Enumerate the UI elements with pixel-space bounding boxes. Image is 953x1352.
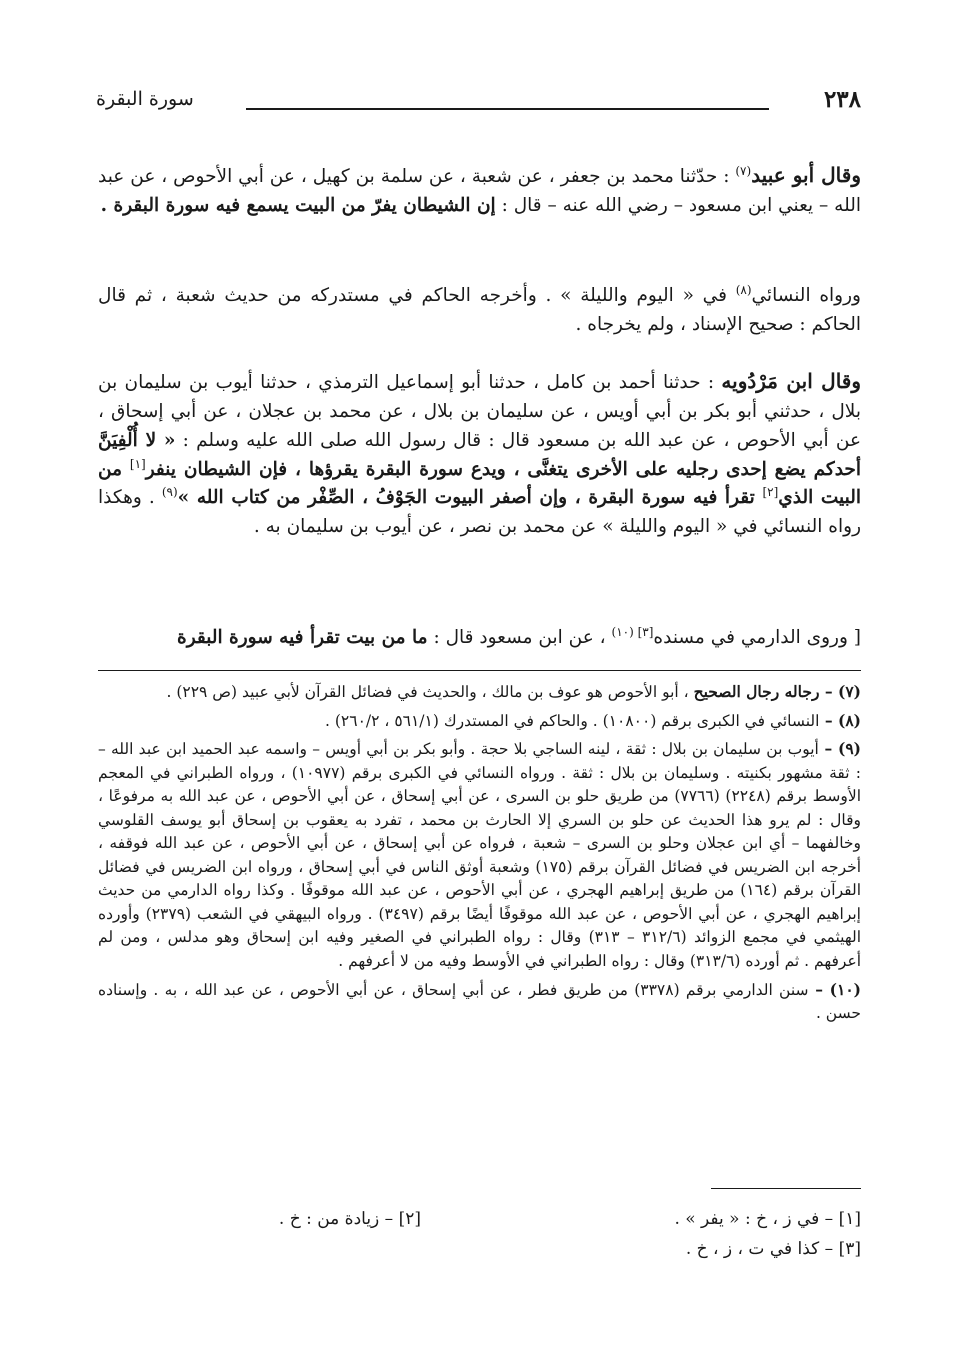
footnote-ref[interactable]: (٩) <box>161 485 178 500</box>
variant-note-1: [١] – في ز ، خ : « يفر » . <box>674 1209 861 1229</box>
footnote-10 <box>98 978 861 1026</box>
header-rule <box>246 108 769 110</box>
footnote-bold: رجاله رجال الصحيح <box>693 682 820 701</box>
hadith-quote: تقرأ فيه سورة البقرة ، وإن أصفر البيوت الجَوْفُ ، الصِّفْر من كتاب الله » <box>177 487 763 509</box>
variant-note-2: [٢] – زيادة من : خ . <box>278 1209 421 1229</box>
text: ورواه النسائي <box>751 285 861 306</box>
footnote-divider <box>98 670 861 671</box>
footnote-9 <box>98 737 861 973</box>
running-title: سورة البقرة <box>96 88 194 110</box>
text: : حدثنا أحمد بن كامل ، حدثنا أبو إسماعيل الترمذي ، حدثنا أيوب بن سليمان بن بلال ، حدثني أبو بكر بن أبي أويس ، عن سليمان بن بلال ، عن محمد بن عجلان ، عن أبي إسحاق ، عن أبي الأحوص ، عن عبد الله بن مسعود قال : قال رسول الله صلى الله عليه وسلم : <box>98 372 862 451</box>
footnote-text: سنن الدارمي برقم (٣٣٧٨) من طريق فطر ، عن أبي إسحاق ، عن أبي الأحوص ، عن عبد الله ، به . وإسناده حسن . <box>98 980 861 1023</box>
page-header <box>96 86 861 120</box>
variant-note-3: [٣] – كذا في ت ، ز ، خ . <box>685 1239 861 1259</box>
paragraph-ibn-marduyah <box>98 366 861 542</box>
hadith-quote: من البيت الذي <box>98 458 862 509</box>
hadith-quote: إن الشيطان يفرّ من البيت يسمع فيه سورة البقرة . <box>100 194 496 216</box>
variant-ref[interactable]: [١] <box>129 456 146 471</box>
variant-ref[interactable]: [٣] <box>637 624 654 639</box>
footnote-ref[interactable]: (٨) <box>735 282 752 297</box>
footnote-number: (٩) – <box>818 739 861 759</box>
variant-ref[interactable]: [٢] <box>762 485 779 500</box>
text: في « اليوم والليلة » . وأخرجه الحاكم في مستدركه من حديث شعبة ، ثم قال الحاكم : صحيح الإسناد ، ولم يخرجاه . <box>98 285 861 335</box>
footnote-7 <box>98 680 861 705</box>
speaker: وقال ابن مَرْدُويه <box>721 369 862 393</box>
text: ، عن ابن مسعود قال : <box>427 627 612 648</box>
footnotes <box>98 680 861 1030</box>
footnote-number: (١٠) – <box>808 979 861 999</box>
speaker: وقال أبو عبيد <box>751 163 861 187</box>
paragraph-abu-ubaid <box>98 160 861 220</box>
hadith-quote: « لا أُلْفِيَنَّ أحدكم يضع إحدى رجليه على الأخرى يتغنَّى ، ويدع سورة البقرة يقرؤها ، فإن الشيطان ينفر <box>98 429 861 480</box>
paragraph-nasai <box>98 282 861 339</box>
footnote-text: أيوب بن سليمان بن بلال : ثقة ، لينه الساجي بلا حجة . وأبو بكر بن أبي أويس – واسمه عبد الحميد ابن عبد الله – : ثقة مشهور بكنيته . وسليمان بن بلال : ثقة . ورواه النسائي في الكبرى برقم (١٠٩٧٧) ، ورواه الطبراني في المعجم الأوسط برقم (٢٢٤٨) (٧٧٦٦) من طريق حلو بن السرى ، عن أبي إسحاق ، عن أبي الأحوص ، عن عبد الله به مرفوعًا ، وقال : لم يرو هذا الحديث عن حلو بن السري إلا الحارث بن محمد ، تفرد به يعقوب بن إسحاق أبو يوسف القلوسي وخالفهما – أي ابن عجلان وحلو بن السرى – شعبة ، فرواه عن أبي إسحاق ، عن أبي الأحوص ، عن عبد الله فوقفه ، أخرجه ابن الضريس في فضائل القرآن برقم (١٧٥) وشعبة أوثق الناس في أبي إسحاق ، ورواه ابن الضريس في فضائل القرآن برقم (١٦٤) من طريق إبراهيم الهجري ، عن أبي الأحوص ، عن عبد الله موقوفًا . وكذا رواه الدارمي من حديث إبراهيم الهجري ، عن أبي الأحوص ، عن عبد الله موقوفًا أيضًا برقم (٣٤٩٧) . ورواه البيهقي في الشعب (٢٣٧٩) وأورده الهيثمي في مجمع الزوائد (٣١٢/٦ – ٣١٣) وقال : رواه الطبراني في الصغير وفيه ابن إسحاق وهو مدلس ، ومن لم أعرفهم . ثم أورده (٣١٣/٦) وقال : رواه الطبراني في الأوسط وفيه من لا أعرفهم . <box>98 740 862 971</box>
page-number: ٢٣٨ <box>823 86 861 113</box>
footnote-ref[interactable]: (١٠) <box>611 624 638 639</box>
footnote-8 <box>98 709 861 734</box>
footnote-text: ، أبو الأحوص هو عوف بن مالك ، والحديث في فضائل القرآن لأبي عبيد (ص ٢٢٩) . <box>166 683 694 701</box>
hadith-quote: ما من بيت تقرأ فيه سورة البقرة <box>177 627 428 648</box>
paragraph-darimi <box>98 624 861 653</box>
variants-divider <box>711 1188 861 1189</box>
footnote-text: النسائي في الكبرى برقم (١٠٨٠٠) . والحاكم في المستدرك (٥٦١/١ ، ٢٦٠/٢) . <box>325 711 820 730</box>
footnote-number: (٧) – <box>819 682 861 701</box>
text: : حدّثنا محمد بن جعفر ، عن شعبة ، عن سلمة بن كهيل ، عن أبي الأحوص ، عن عبد الله – يعني ابن مسعود – رضي الله عنه – قال : <box>98 166 861 216</box>
text: [ وروى الدارمي في مسنده <box>653 627 861 648</box>
text: . وهكذا رواه النسائي في « اليوم والليلة » عن محمد بن نصر ، عن أيوب بن سليمان به . <box>98 487 861 538</box>
footnote-ref[interactable]: (٧) <box>735 163 752 178</box>
footnote-number: (٨) – <box>819 710 861 730</box>
